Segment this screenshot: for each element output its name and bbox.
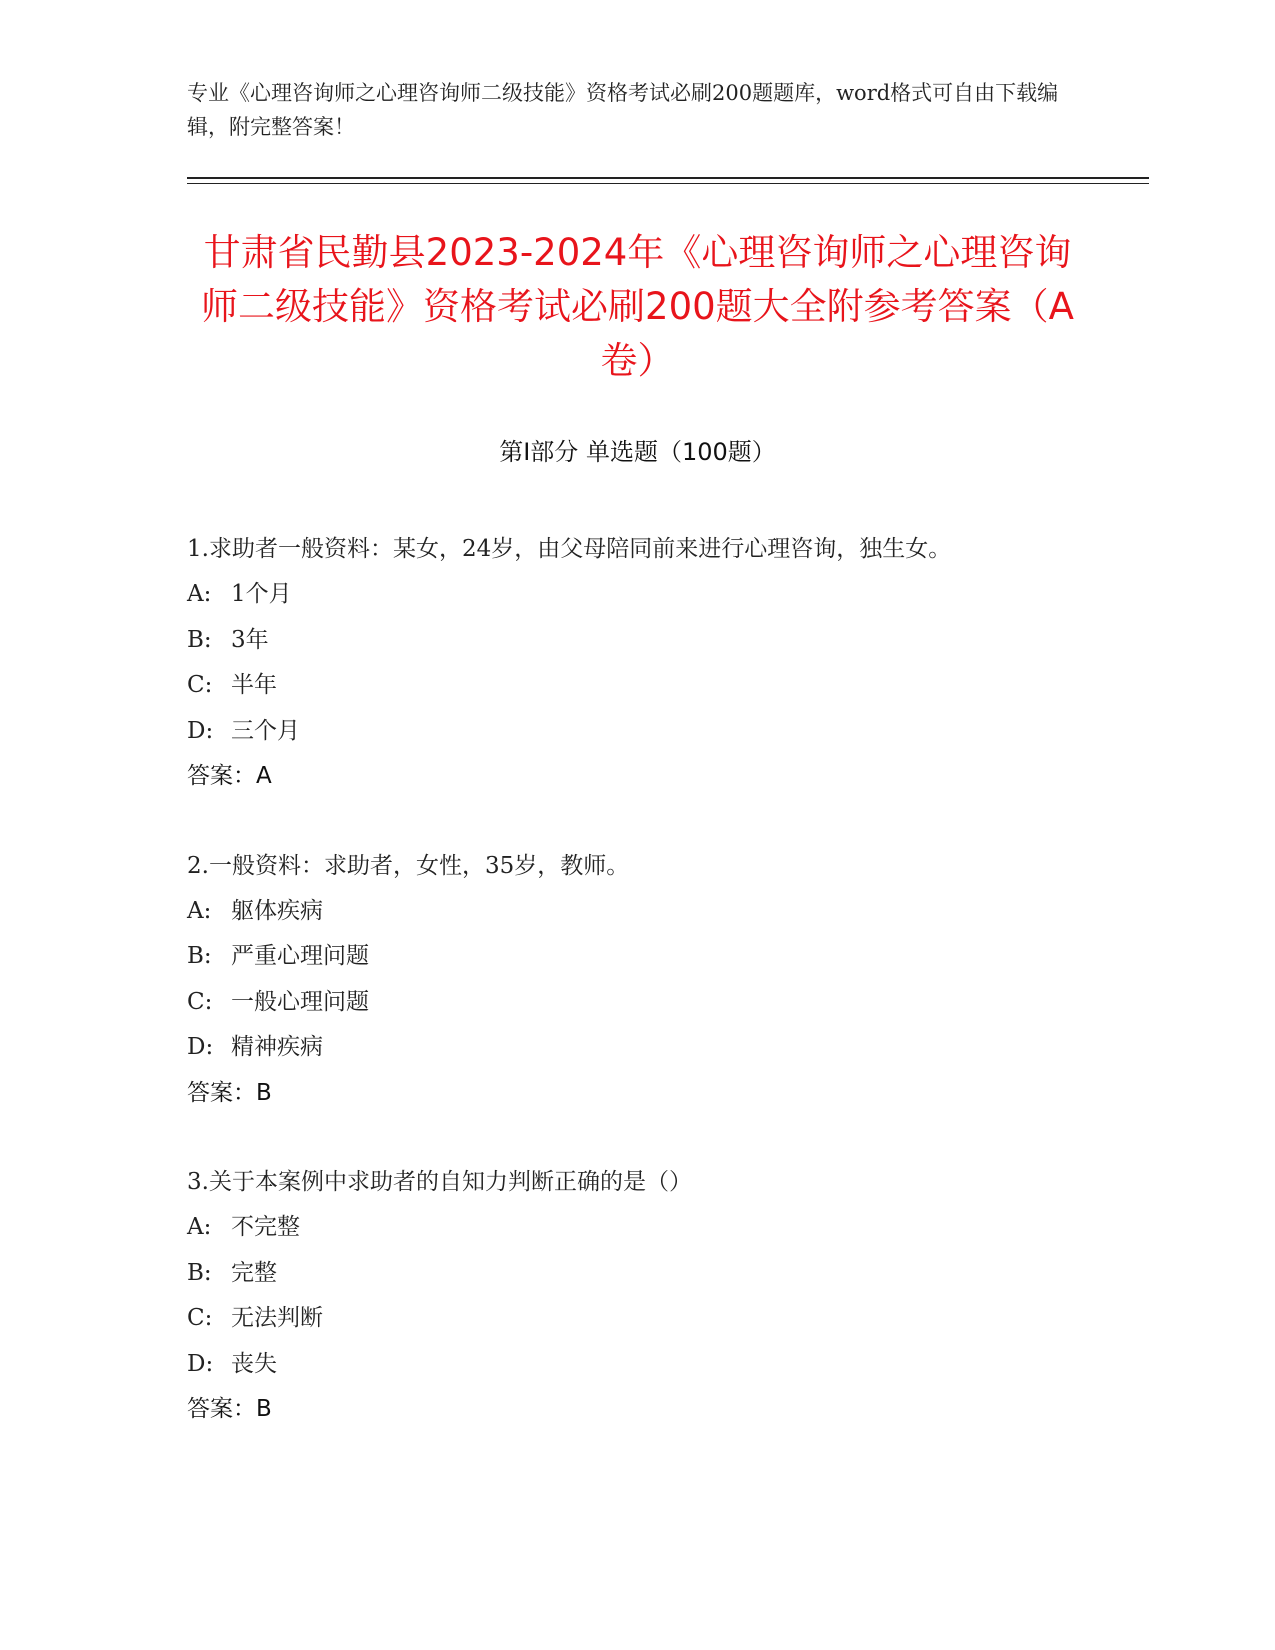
question-2 [187,844,1067,1117]
question-list [187,527,1067,1477]
header-note: 专业《心理咨询师之心理咨询师二级技能》资格考试必刷200题题库，word格式可自由下载编辑，附完整答案！ [187,81,1059,139]
option-letter: D: [187,1350,214,1377]
answer-line [187,1387,1067,1433]
option-text: 半年 [231,672,277,698]
option-text: 躯体疾病 [231,897,323,924]
answer-line [187,1071,1067,1117]
answer-line [187,754,1067,800]
option-text: 严重心理问题 [231,943,369,969]
option-c [187,663,1067,709]
option-d [187,1025,1067,1071]
option-d [187,709,1067,755]
answer-value: B [256,1079,272,1106]
option-text: 不完整 [231,1214,300,1240]
option-letter: A: [187,897,212,924]
option-text: 丧失 [231,1350,277,1377]
option-c [187,1296,1067,1342]
section-title: 第I部分 单选题（100题） [499,438,776,466]
option-text: 完整 [231,1259,277,1286]
answer-value: A [256,763,272,789]
option-text: 1个月 [231,581,292,607]
option-b [187,1251,1067,1297]
option-b [187,618,1067,664]
option-a [187,889,1067,935]
option-letter: A: [187,581,212,607]
question-1 [187,527,1067,800]
option-letter: C: [187,988,213,1015]
option-letter: B: [187,1259,212,1286]
answer-label: 答案： [187,1079,256,1106]
question-stem: 1.求助者一般资料：某女，24岁，由父母陪同前来进行心理咨询，独生女。 [187,536,952,562]
option-letter: D: [187,1034,214,1060]
answer-value: B [256,1396,272,1422]
option-text: 一般心理问题 [231,988,369,1015]
option-text: 精神疾病 [231,1034,323,1060]
option-c [187,980,1067,1026]
question-stem: 2.一般资料：求助者，女性，35岁，教师。 [187,852,630,879]
question-stem: 3.关于本案例中求助者的自知力判断正确的是（） [187,1169,692,1195]
option-letter: A: [187,1214,212,1240]
option-a [187,572,1067,618]
option-letter: C: [187,1305,213,1331]
header-divider-thick [187,177,1149,179]
option-text: 三个月 [231,717,300,744]
option-letter: C: [187,672,213,698]
option-b [187,934,1067,980]
option-letter: B: [187,626,212,653]
answer-label: 答案： [187,763,256,789]
option-d [187,1342,1067,1388]
answer-label: 答案： [187,1396,256,1422]
option-a [187,1205,1067,1251]
option-letter: B: [187,943,212,969]
option-text: 无法判断 [231,1305,323,1331]
option-text: 3年 [231,626,269,653]
option-letter: D: [187,717,214,744]
header-divider-thin [187,183,1149,184]
document-title: 甘肃省民勤县2023-2024年《心理咨询师之心理咨询师二级技能》资格考试必刷200题大全附参考答案（A卷） [201,231,1074,382]
question-3 [187,1160,1067,1433]
